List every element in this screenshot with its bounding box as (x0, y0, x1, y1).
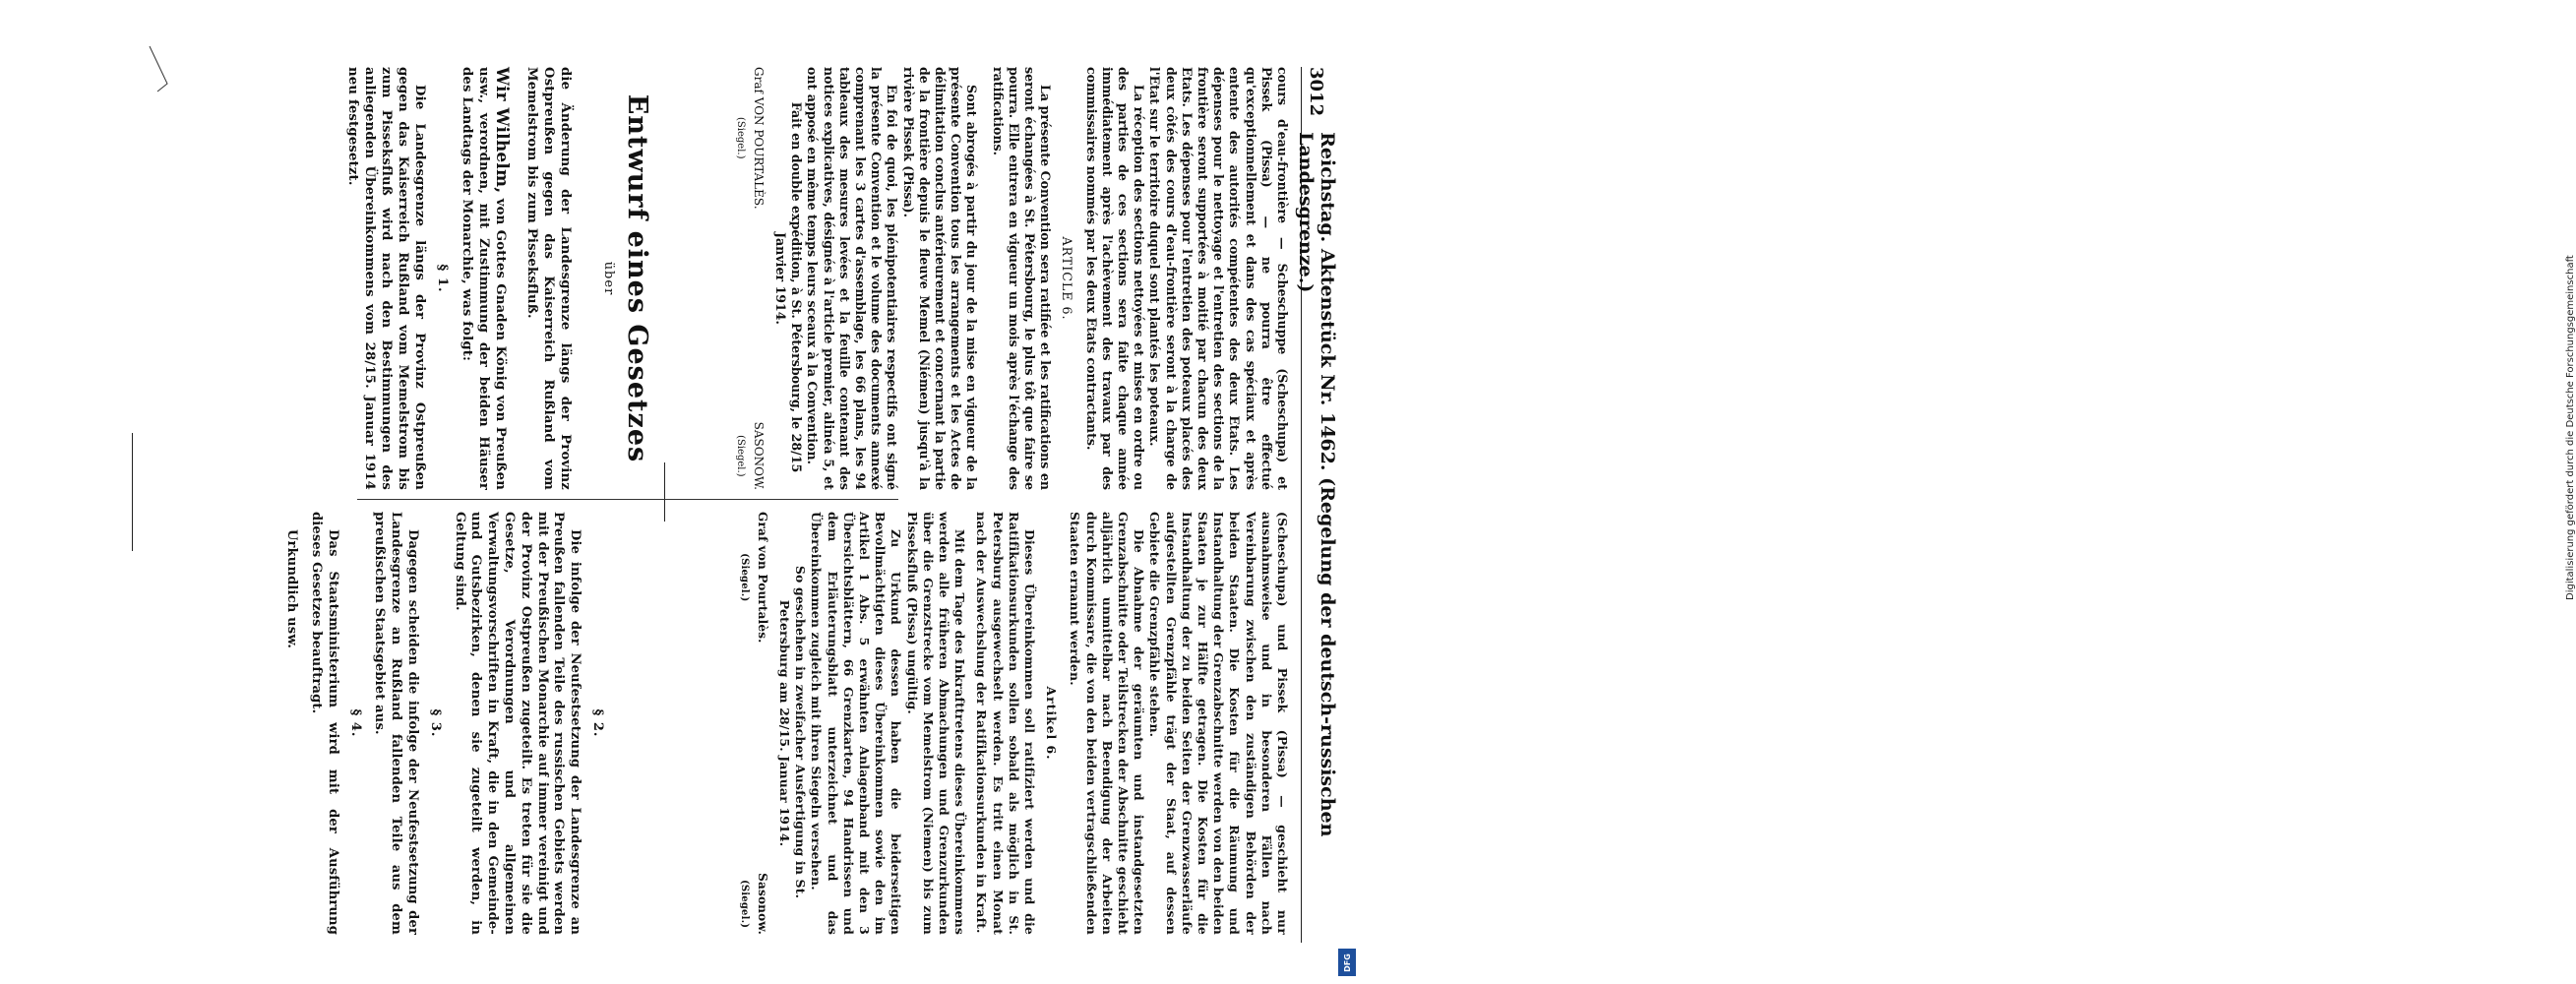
page-number: 3012 (1306, 67, 1327, 117)
seal-label: (Siegel.) (735, 117, 747, 159)
page-header (1295, 67, 1338, 943)
german-paragraph: (Scheschupa) und Pissek (Pissa) — geschieht nur ausnahmsweise und in besonderen Fällen nach Vereinbarung zwischen den zuständigen Behörden der beiden Staaten. Die Kosten für die Räumung und Instandhaltung der Grenzabschnitte werden von den beiden Staaten je zur Hälfte getragen. Die Kosten für die Instandhaltung der zu beiden Seiten der Grenzwasserläufe aufgestellten Grenzpfähle trägt der Staat, auf dessen Gebiete die Grenzpfähle stehen. (1147, 512, 1290, 935)
dfg-logo-text: DFG (1342, 953, 1352, 972)
french-text-column (732, 67, 1290, 490)
signature-pourtales (732, 67, 766, 210)
seal-label: (Siegel.) (739, 879, 751, 929)
signature-pourtales (736, 512, 769, 644)
french-paragraph: La réception des sections nettoyées et mises en ordre ou des parties de ces sections sera faite chaque année immédiatement après l'achèvement des travaux par des commissaires nommés par les deux Etats contractants. (1083, 67, 1147, 490)
seal-label: (Siegel.) (739, 553, 751, 602)
section-text: Das Staatsministerium wird mit der Ausführung dieses Gesetzes beauftragt. (309, 512, 340, 935)
signature-name: SASONOW. (751, 421, 766, 490)
preamble-text: von Gottes Gnaden König von Preußen usw., verordnen, mit Zustimmung der beiden Häuser des Landtags der Monarchie, was folgt: (460, 67, 508, 491)
section-heading: § 3. (427, 708, 443, 738)
signature-name: Graf VON POURTALÈS. (751, 67, 766, 210)
closing-text: Urkundlich usw. (284, 529, 300, 649)
section-rule (664, 462, 665, 522)
draft-right-column (282, 512, 613, 935)
signature-name: Sasonow. (755, 873, 769, 935)
draft-law-title (601, 67, 652, 490)
draft-subject: die Änderung der Landesgrenze längs der Provinz Ostpreußen gegen das Kaiserreich Rußland vom Memelstrom bis zum Pisseksfluß. (524, 67, 573, 490)
french-signatures (732, 67, 766, 490)
german-paragraph: Zu Urkund dessen haben die beiderseitigen Bevollmächtigten dieses Übereinkommen sowie den im Artikel 1 Abs. 5 erwähnten Anlagenband mit den 3 Übersichtsblättern, 66 Grenzkarten, 94 Handrissen und dem Erläuterungsblatt unterzeichnet und das Übereinkommen zugleich mit ihren Siegeln versehen. (809, 512, 904, 935)
dfg-logo (1338, 949, 1356, 976)
header-title: Reichstag. Aktenstück Nr. 1462. (Regelung der deutsch-russischen Landesgrenze.) (1295, 132, 1338, 837)
draft-preamble (459, 67, 510, 490)
german-date-line: So geschehen in zweifacher Ausfertigung in St. Petersburg am 28/15. Januar 1914. (776, 565, 809, 899)
section-text: Die Landesgrenze längs der Provinz Ostpreußen gegen das Kaiserreich Rußland vom Memelstrom bis zum Pisseksfluß wird nach den Bestimmungen des anliegenden Übereinkommens vom 28/15. Januar 1914 neu festgesetzt. (345, 67, 427, 490)
signature-sasonow (732, 422, 766, 490)
signature-name: Graf von Pourtalès. (755, 512, 769, 644)
french-date-line: Fait en double expédition, à St. Pétersbourg, le 28/15 Janvier 1914. (772, 101, 805, 473)
german-signatures (736, 512, 769, 935)
section-heading: § 4. (347, 708, 363, 738)
german-paragraph: Mit dem Tage des Inkrafttretens dieses Übereinkommens werden alle früheren Abmachungen und Grenzurkunden über die Grenzstrecke vom Memelstrom (Niemen) bis zum Pisseksfluß (Pissa) ungültig. (904, 512, 968, 935)
section-text: Die infolge der Neufestsetzung der Landesgrenze an Preußen fallenden Teile des russischen Gebiets werden mit der Preußischen Monarchie auf immer vereinigt und der Provinz Ostpreußen zugeteilt. Es treten für sie die Gesetze, Verordnungen und allgemeinen Verwaltungsvorschriften in Kraft, die in den Gemeinde- und Gutsbezirken, denen sie zugeteilt werden, in Geltung sind. (452, 512, 583, 935)
french-paragraph: Sont abrogés à partir du jour de la mise en vigueur de la présente Convention tous les arrangements et les Actes de délimitation conclus antérieurement et concernant la partie de la frontière depuis le fleuve Memel (Niémen) jusqu'à la rivière Pissek (Pissa). (900, 67, 980, 490)
column-divider (357, 499, 898, 500)
draft-left-column (344, 67, 574, 490)
german-paragraph: Die Abnahme der geräumten und instandgesetzten Grenzabschnitte oder Teilstrecken der Abschnitte geschieht alljährlich unmittelbar nach Beendigung der Arbeiten durch Kommissare, die von den beiden vertragschließenden Staaten ernannt werden. (1068, 512, 1147, 935)
signature-sasonow (736, 873, 769, 935)
german-text-column (736, 512, 1290, 935)
end-rule (132, 433, 133, 551)
digitization-note-text: Digitalisierung gefördert durch die Deutsche Forschungsgemeinschaft (2565, 255, 2576, 600)
preamble-name: Wir Wilhelm, (492, 67, 512, 194)
french-paragraph: La présente Convention sera ratifiée et les ratifications en seront échangées à St. Pétersbourg, le plus tôt que faire se pourra. Elle entrera en vigueur un mois après l'échange des ratifications. (990, 67, 1054, 490)
section-text: Dagegen scheiden die infolge der Neufestsetzung der Landesgrenze an Rußland fallenden Teile aus dem preußischen Staatsgebiet aus. (372, 512, 421, 935)
pencil-mark (148, 44, 187, 93)
french-article-heading: ARTICLE 6. (1060, 236, 1075, 321)
draft-title-text: Entwurf eines Gesetzes (622, 93, 652, 463)
french-paragraph: En foi de quoi, les plénipotentiaires respectifs ont signé la présente Convention et le volume des documents annexé comprenant les 3 cartes d'assemblage, les 66 plans, les 94 tableaux des mesures levées et la feuille contenant des notices explicatives, désignés à l'article premier, alinéa 5, et ont apposé en même temps leurs sceaux à la Convention. (805, 67, 900, 490)
german-article-heading: Artikel 6. (1044, 686, 1060, 761)
seal-label: (Siegel.) (735, 435, 747, 477)
french-paragraph: cours d'eau-frontière — Scheschuppe (Scheschupa) et Pissek (Pissa) — ne pourra être effectué qu'exceptionnellement et dans des cas spéciaux et après entente des autorités compétentes des deux Etats. Les dépenses pour le nettoyage et l'entretien des sections de la frontière seront supportées à moitié par chacun des deux Etats. Les dépenses pour l'entretien des poteaux placés des deux côtés des cours d'eau-frontière seront à la charge de l'Etat sur le territoire duquel sont plantés les poteaux. (1147, 67, 1290, 490)
draft-over: über (601, 261, 616, 296)
section-heading: § 2. (590, 708, 605, 738)
section-heading: § 1. (435, 264, 450, 293)
german-paragraph: Dieses Übereinkommen soll ratifiziert werden und die Ratifikationsurkunden sollen sobald als möglich in St. Petersburg ausgewechselt werden. Es tritt einen Monat nach der Auswechslung der Ratifikationsurkunden in Kraft. (974, 512, 1037, 935)
